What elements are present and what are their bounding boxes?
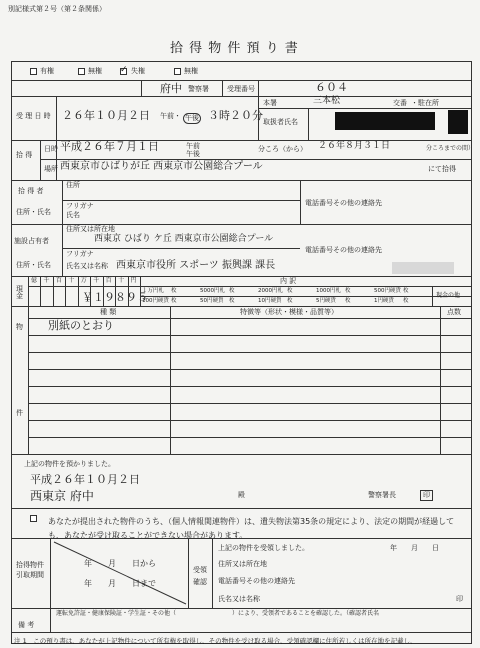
items-section-label-bottom: 件 bbox=[16, 409, 23, 417]
receipt-pm-circled: 午後 bbox=[185, 114, 199, 122]
chuzaisho-label: ・駐在所 bbox=[411, 99, 439, 107]
notice-text: あなたが提出された物件のうち、（個人情報関連物件）は、遺失物法第35条の規定により、法定の期間が経過しても、あなたが受け取ることができない場合があります。 bbox=[48, 517, 455, 540]
redacted-facility-contact bbox=[392, 262, 454, 274]
receipt-number-label: 受理番号 bbox=[227, 85, 255, 93]
cash-denomination-cell: 500円硬貨 bbox=[374, 288, 401, 294]
cash-digit-header: 十 bbox=[118, 277, 125, 284]
cash-denomination-cell: 5円硬貨 bbox=[316, 298, 336, 304]
cash-denomination-cell: 2000円札 bbox=[258, 288, 283, 294]
cash-digit-header: 円 bbox=[130, 277, 137, 284]
receipt-date-label: 受 理 日 時 bbox=[16, 112, 51, 120]
facility-name-value: 西東京市役所 スポーツ 振興課 課長 bbox=[116, 260, 276, 271]
remarks-text1: 運転免許証・健康保険証・学生証・その他（ bbox=[56, 610, 177, 617]
item-row-line bbox=[28, 352, 472, 353]
received-address-label: 住所又は所在地 bbox=[218, 560, 267, 568]
acknowledge-chief-label: 警察署長 bbox=[368, 491, 396, 499]
option-checkbox-4[interactable] bbox=[174, 68, 181, 75]
acknowledge-seal: 印 bbox=[420, 490, 433, 501]
cash-digit-divider bbox=[53, 276, 54, 306]
officer-name-label: 取扱者氏名 bbox=[263, 118, 298, 126]
cash-denomination-cell: 枚 bbox=[345, 298, 351, 304]
acknowledge-station: 西東京 府中 bbox=[30, 489, 94, 503]
finding-to-time: 分ころまでの間） bbox=[426, 145, 475, 152]
facility-furigana-label: フリガナ bbox=[66, 250, 94, 258]
facility-address-value: 西東京 ひばり ケ丘 西東京市公園総合プール bbox=[94, 234, 274, 244]
cash-denomination-cell: 枚 bbox=[403, 298, 409, 304]
option-label-4: 無権 bbox=[184, 67, 198, 75]
cash-denomination-cell: 1000円札 bbox=[316, 288, 341, 294]
receipt-number-value: ６０４ bbox=[315, 81, 348, 94]
cash-digit-header: 百 bbox=[105, 277, 112, 284]
items-col-features: 特徴等（形状・模様・品質等） bbox=[240, 308, 338, 316]
acknowledge-dono: 殿 bbox=[238, 491, 245, 499]
cash-denomination-cell: 枚 bbox=[287, 298, 293, 304]
form-number: 別記様式第２号（第２条関係） bbox=[8, 5, 106, 13]
items-col-type: 種 類 bbox=[100, 308, 117, 316]
cash-denomination-cell: 枚 bbox=[229, 288, 235, 294]
facility-name-label: 住所・氏名 bbox=[16, 261, 51, 269]
option-label-2: 無権 bbox=[88, 67, 102, 75]
finding-section-label: 拾 得 bbox=[16, 151, 33, 159]
cash-denomination-cell: 枚 bbox=[229, 298, 235, 304]
redacted-officer-name bbox=[335, 112, 435, 130]
finder-section-label: 拾 得 者 bbox=[18, 187, 44, 195]
items-col-count: 点数 bbox=[447, 308, 461, 316]
finding-to-date: ２６年８月３１日 bbox=[318, 141, 391, 151]
facility-address-label: 住所又は所在地 bbox=[66, 225, 115, 233]
cash-breakdown-label: 内 訳 bbox=[280, 277, 297, 285]
cash-digit-header: 千 bbox=[43, 277, 50, 284]
finder-address-label: 住所 bbox=[66, 181, 80, 189]
received-name-label: 氏名又は名称 bbox=[218, 595, 260, 603]
items-section-label-top: 物 bbox=[16, 323, 23, 331]
cash-denomination-cell: 5000円札 bbox=[200, 288, 225, 294]
finding-date-value: 平成２６年７月１日 bbox=[60, 140, 159, 153]
finding-place-value: 西東京市ひばりが丘 西東京市公園総合プール bbox=[60, 161, 263, 172]
cash-digit-header: 億 bbox=[31, 277, 38, 284]
cash-denomination-cell: 1円硬貨 bbox=[374, 298, 394, 304]
facility-contact-label: 電話番号その他の連絡先 bbox=[305, 246, 382, 254]
redacted-officer-seal bbox=[448, 110, 468, 134]
acknowledge-date: 平成２６年１０月２日 bbox=[30, 473, 140, 486]
cash-digit-divider bbox=[40, 276, 41, 306]
remarks-label: 備 考 bbox=[18, 621, 35, 629]
cash-digit-header: 万 bbox=[80, 277, 87, 284]
option-checkbox-2[interactable] bbox=[78, 68, 85, 75]
item-row-line bbox=[28, 437, 472, 438]
cash-amount-value: ￥１９８９５ bbox=[82, 291, 148, 304]
facility-section-label: 施設占有者 bbox=[14, 237, 49, 245]
koban-value: 交番 bbox=[393, 99, 407, 107]
period-label: 拾得物件引取期間 bbox=[16, 561, 44, 579]
item-row-line bbox=[28, 369, 472, 370]
cash-denomination-cell: 10円硬貨 bbox=[258, 298, 282, 304]
finding-place-label: 場所 bbox=[44, 165, 58, 173]
item-row-line bbox=[28, 335, 472, 336]
cash-denomination-cell: 50円硬貨 bbox=[200, 298, 224, 304]
form-title: 拾 得 物 件 預 り 書 bbox=[170, 41, 299, 56]
finding-pm: 午後 bbox=[186, 150, 200, 158]
footnote: 注 1 この預り書は、あなたが上記物件について所有権を取得し、その物件を受け取る場合、受領確認欄に住所若しくは所在地を記載し、 bbox=[14, 637, 417, 645]
receipt-time-value: ３時２０分 bbox=[208, 109, 263, 122]
bureau-label: 本署 bbox=[263, 99, 277, 107]
finding-time-to: 分ころ（から） bbox=[258, 145, 307, 153]
station-name: 府中 bbox=[160, 82, 182, 95]
option-check-mark: ✓ bbox=[120, 65, 128, 75]
cash-denomination-cell: 枚 bbox=[171, 288, 177, 294]
remarks-text2: ）により、受領者であることを確認した。（確認者氏名 bbox=[232, 610, 380, 617]
cash-denomination-cell: １万円札 bbox=[142, 288, 165, 294]
item-row-line bbox=[28, 403, 472, 404]
received-seal: 印 bbox=[456, 595, 463, 603]
cash-label: 現 金 bbox=[16, 285, 23, 300]
received-date: 年 月 日 bbox=[390, 544, 439, 552]
period-from: 年 月 日から bbox=[84, 559, 156, 568]
cash-denomination-cell: 100円硬貨 bbox=[142, 298, 169, 304]
cash-digit-divider bbox=[65, 276, 66, 306]
cash-denomination-cell: 枚 bbox=[287, 288, 293, 294]
acknowledge-text: 上記の物件を預かりました。 bbox=[24, 460, 115, 468]
finding-am: 午前 bbox=[186, 142, 200, 150]
finder-contact-label: 電話番号その他の連絡先 bbox=[305, 199, 382, 207]
finder-furigana-label: フリガナ bbox=[66, 202, 94, 210]
item-row-line bbox=[28, 386, 472, 387]
received-contact-label: 電話番号その他の連絡先 bbox=[218, 577, 295, 585]
item-row-line bbox=[28, 420, 472, 421]
station-label: 警察署 bbox=[188, 85, 209, 93]
cash-digit-header: 百 bbox=[55, 277, 62, 284]
option-label-1: 有権 bbox=[40, 67, 54, 75]
cash-denomination-cell: 枚 bbox=[403, 288, 409, 294]
period-to: 年 月 日まで bbox=[84, 579, 156, 588]
finding-datetime-label: 日時 bbox=[44, 145, 58, 153]
notice-checkbox[interactable] bbox=[30, 515, 37, 522]
finding-place-suffix: にて拾得 bbox=[428, 165, 456, 173]
finder-name-label: 住所・氏名 bbox=[16, 208, 51, 216]
cash-digit-header: 十 bbox=[68, 277, 75, 284]
cash-denomination-cell: 枚 bbox=[345, 288, 351, 294]
bureau-value: 三本松 bbox=[313, 96, 341, 106]
receipt-ampm: 午前・ bbox=[160, 112, 181, 120]
facility-name-field-label: 氏名又は名称 bbox=[66, 262, 108, 270]
finder-name-field-label: 氏名 bbox=[66, 211, 80, 219]
period-strike-line bbox=[50, 538, 190, 608]
received-label: 受領確認 bbox=[193, 566, 207, 586]
option-checkbox-1[interactable] bbox=[30, 68, 37, 75]
option-label-3: 失権 bbox=[131, 67, 145, 75]
cash-other-label: 現金の他 bbox=[436, 292, 461, 299]
received-text: 上記の物件を受領しました。 bbox=[218, 544, 309, 552]
items-first-row: 別紙のとおり bbox=[48, 319, 114, 332]
cash-denomination-cell: 枚 bbox=[171, 298, 177, 304]
cash-digit-header: 千 bbox=[93, 277, 100, 284]
receipt-date-value: ２６年１０月２日 bbox=[62, 109, 150, 122]
cash-digit-divider bbox=[78, 276, 79, 306]
